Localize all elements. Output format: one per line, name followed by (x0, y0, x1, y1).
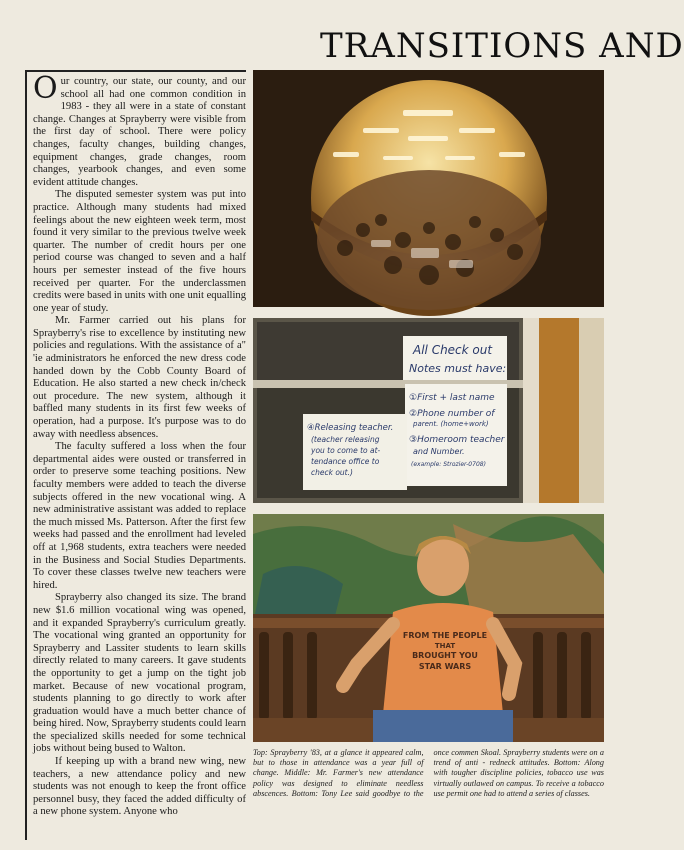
paragraph-1-text: ur country, our state, our county, and our school all had one common condition in 1983 - they all were in a state of constant change. Changes at Sprayberry were visible from the first day of school. There were policy changes, faculty changes, building changes, equipment changes, grade changes, room changes, yearbook changes, and even some evident attitude changes. (33, 76, 246, 188)
photo-caption: Top: Sprayberry '83, at a glance it appeared calm, but to those in attendance was a year full of change. Middle: Mr. Farmer's new attendance policy was designed to eliminate needless abscences. Bottom: Tony Lee said goodbye to the once commen Skoal. Sprayberry students were on a trend of anti - redneck attitudes. Bottom: Along with tougher discipline policies, tobacco use was virtually outlawed on campus. To receive a tobacco use permit one had to attend a series of classes. (253, 748, 604, 798)
paragraph-3: Mr. Farmer carried out his plans for Sprayberry's rise to excellence by instituting new policies and regulations. With the assistance of a" 'ie administrators he enforced the new dress code handed down by the Cobb County Board of Education. He also started a new check in/check out procedure. The new system, although it baffled many students in its first few weeks of operation, had a purpose. It's purpose was to do away with needless absences. (33, 315, 246, 440)
paragraph-1 (33, 71, 246, 189)
tshirt-line1: FROM THE PEOPLE (402, 631, 488, 640)
cafeteria-fisheye-photo (253, 70, 604, 307)
sign-top-line1: All Check out (413, 343, 493, 357)
attendance-signs-photo (253, 318, 604, 503)
paragraph-5: Sprayberry also changed its size. The brand new $1.6 million vocational wing was opened, and it expanded Sprayberry's curriculum greatly. The vocational wing granted an opportunity for Sprayberry and Lassiter students to learn skills directly related to many careers. It gave students the opportunity to get a jump on the tight job market. Because of new vocational program, students planning to go directly to work after graduation would have a much better chance of being hired. Now, Sprayberry students could learn the specialized skills needed for some technical jobs without being bused to Walton. (33, 592, 246, 755)
article-body (25, 70, 246, 840)
sign-right-line6: (example: Strozier-0708) (411, 461, 486, 468)
sign-right-line3: parent. (home+work) (413, 420, 489, 428)
paragraph-4: The faculty suffered a loss when the four departmental aides were ousted or transferred in order to preserve some teaching positions. New faculty members were added to teach the diverse subjects offered in the new vocational wing. A new administrative assistant was added to replace the much missed Ms. Patterson. After the first few weeks had passed and the enrollment had leveled off at 1,968 students, extra teachers were needed in the Business and Social Studies Departments. To cover these classes twelve new teachers were hired. (33, 441, 247, 591)
sign-left-line4: tendance office to (311, 457, 380, 466)
tshirt-line3: BROUGHT YOU (412, 651, 478, 660)
sign-left-line3: you to come to at- (311, 446, 381, 455)
sign-left-line2: (teacher releasing (311, 435, 380, 444)
student-bench-photo (253, 514, 604, 742)
sign-right-line5: and Number. (413, 447, 465, 456)
sign-right-line1: ①First + last name (409, 393, 495, 403)
paragraph-2: The disputed semester system was put into practice. Although many students had mixed feelings about the new eighteen week term, most found it very similar to the previous twelve week quarter. The number of credit hours per one period course was changed to seven and a half hours per semester instead of the five hours received per quarter. For the underclassmen credits were based in units with one unit equalling one year of study. (33, 189, 247, 314)
sign-right-line4: ③Homeroom teacher (409, 435, 505, 445)
page-title: TRANSITIONS AND (320, 26, 684, 66)
tshirt-line2: THAT (434, 642, 456, 650)
sign-right-line2: ②Phone number of (409, 409, 495, 419)
tshirt-line4: STAR WARS (418, 662, 472, 671)
sign-left-line1: ④Releasing teacher. (307, 423, 394, 433)
sign-top-line2: Notes must have: (409, 362, 507, 375)
drop-cap: O (33, 71, 58, 106)
sign-left-line5: check out.) (311, 468, 353, 477)
paragraph-6: If keeping up with a brand new wing, new teachers, a new attendance policy and new students was not enough to keep the front office personnel busy, they faced the added difficulty of a new phone system. Anyone who (33, 756, 246, 818)
